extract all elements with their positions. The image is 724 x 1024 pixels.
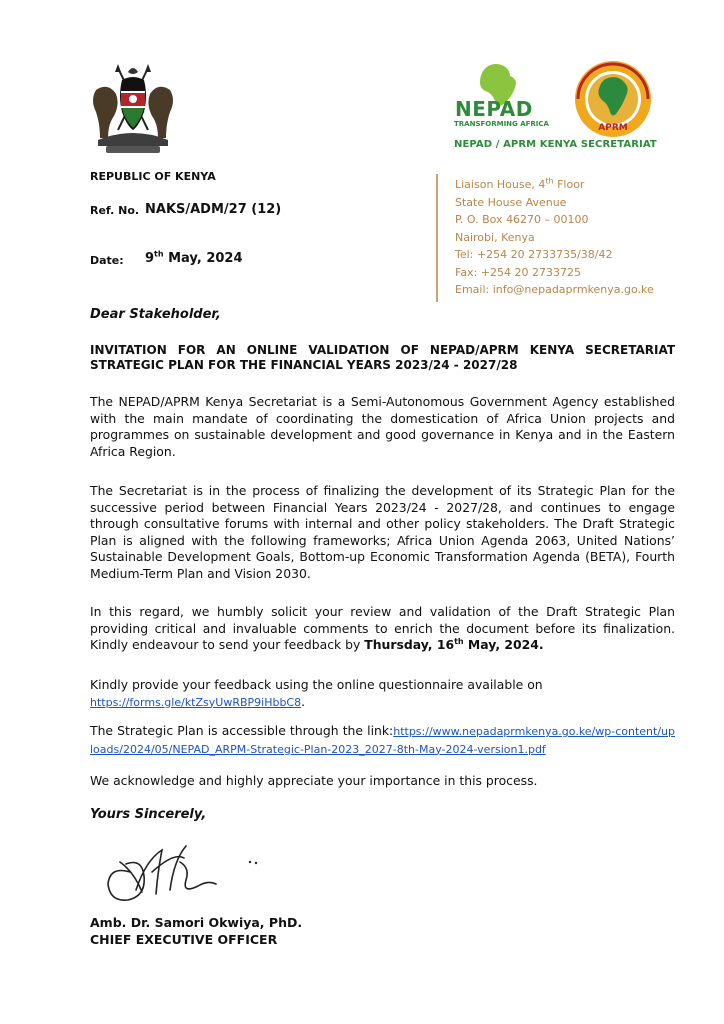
address-line-3: P. O. Box 46270 – 00100 bbox=[455, 213, 589, 226]
address-fax: Fax: +254 20 2733725 bbox=[455, 265, 581, 279]
signature-icon bbox=[100, 832, 270, 912]
date-label: Date: bbox=[90, 254, 124, 267]
address-line-2: State House Avenue bbox=[455, 195, 567, 209]
signer-block bbox=[90, 914, 302, 948]
address-email: Email: info@nepadaprmkenya.go.ke bbox=[455, 283, 654, 296]
closing: Yours Sincerely, bbox=[90, 807, 207, 822]
address-line-4: Nairobi, Kenya bbox=[455, 230, 535, 244]
address-line-1: Liaison House, 4th Floor bbox=[455, 176, 585, 191]
secretariat-title: NEPAD / APRM KENYA SECRETARIAT bbox=[454, 139, 657, 150]
nepad-logo-text: NEPAD bbox=[455, 97, 533, 121]
letter-subject: INVITATION FOR AN ONLINE VALIDATION OF NEPAD/APRM KENYA SECRETARIAT STRATEGIC PLAN FOR THE FINANCIAL YEARS 2023/24 - 2027/28 bbox=[90, 343, 675, 372]
country-name: REPUBLIC OF KENYA bbox=[90, 170, 216, 183]
strategic-plan-link[interactable]: https://www.nepadaprmkenya.go.ke/wp-content/uploads/2024/05/NEPAD_ARPM-Strategic-Plan-2023_2027-8th-May-2024-version1.pdf bbox=[90, 725, 675, 756]
aprm-logo-text: APRM bbox=[598, 123, 628, 133]
nepad-tagline: TRANSFORMING AFRICA bbox=[454, 120, 549, 128]
paragraph-4: Kindly provide your feedback using the online questionnaire available on https://forms.gle/ktZsyUwRBP9iHbbC8. bbox=[90, 677, 543, 709]
paragraph-3: In this regard, we humbly solicit your review and validation of the Draft Strategic Plan providing critical and invaluable comments to enrich the document before its finalization. Kindly endeavour to send your feedback by Thursday, 16th May, 2024. bbox=[90, 604, 675, 652]
address-tel: Tel: +254 20 2733735/38/42 bbox=[455, 248, 613, 261]
address-block bbox=[455, 176, 654, 299]
ref-label: Ref. No. bbox=[90, 204, 140, 217]
salutation: Dear Stakeholder, bbox=[90, 307, 221, 322]
paragraph-6: We acknowledge and highly appreciate your importance in this process. bbox=[90, 773, 538, 788]
kenya-coat-of-arms-icon bbox=[88, 60, 178, 156]
ref-number: NAKS/ADM/27 (12) bbox=[145, 202, 282, 217]
letter-date: 9th May, 2024 bbox=[145, 249, 243, 266]
aprm-logo-icon bbox=[572, 58, 654, 140]
signer-title: CHIEF EXECUTIVE OFFICER bbox=[90, 932, 278, 947]
paragraph-2: The Secretariat is in the process of finalizing the development of its Strategic Plan for the successive period between Financial Years 2023/24 - 2027/28, and continues to engage through consultative forums with internal and other policy stakeholders. The Draft Strategic Plan is aligned with the following frameworks; Africa Union Agenda 2063, United Nations’ Sustainable Development Goals, Bottom-up Economic Transformation Agenda (BETA), Fourth Medium-Term Plan and Vision 2030. bbox=[90, 483, 675, 581]
paragraph-1: The NEPAD/APRM Kenya Secretariat is a Semi-Autonomous Government Agency established with the main mandate of coordinating the domestication of Africa Union projects and programmes on sustainable development and good governance in Kenya and in the Eastern Africa Region. bbox=[90, 394, 675, 459]
paragraph-5: The Strategic Plan is accessible through the link:https://www.nepadaprmkenya.go.ke/wp-content/uploads/2024/05/NEPAD_ARPM-Strategic-Plan-2023_2027-8th-May-2024-version1.pdf bbox=[90, 723, 675, 756]
address-divider bbox=[436, 174, 438, 302]
feedback-form-link[interactable]: https://forms.gle/ktZsyUwRBP9iHbbC8 bbox=[90, 695, 302, 709]
signer-name: Amb. Dr. Samori Okwiya, PhD. bbox=[90, 915, 303, 930]
